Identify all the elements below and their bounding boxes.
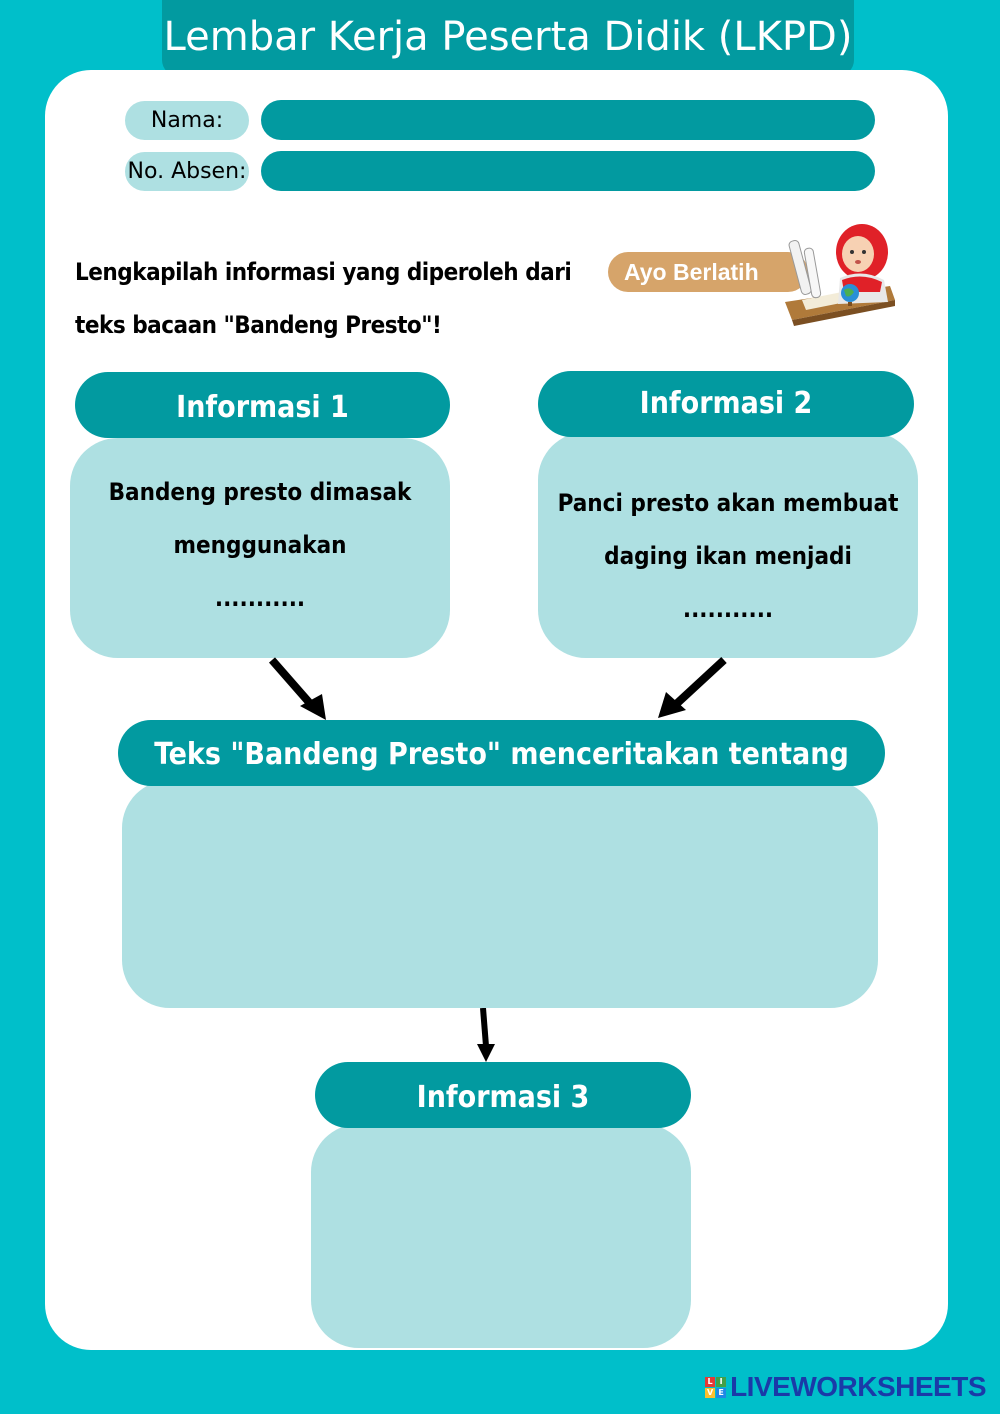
instruction-text [75,246,615,352]
info1-header: Informasi 1 [75,372,450,438]
name-input[interactable] [261,100,875,140]
instruction-line-2: teks bacaan "Bandeng Presto"! [75,311,442,339]
info1-line-1: Bandeng presto dimasak [108,478,412,506]
info2-line-1: Panci presto akan membuat [557,489,899,517]
info3-answer-box[interactable] [311,1124,691,1348]
liveworksheets-brand [705,1372,986,1402]
practice-badge [608,220,908,340]
student-writing-illustration [780,220,910,335]
summary-answer-box[interactable] [122,780,878,1008]
info3-header: Informasi 3 [315,1062,691,1128]
liveworksheets-logo-icon: L I V E [705,1377,726,1398]
absen-input[interactable] [261,151,875,191]
name-label: Nama: [125,101,249,140]
info2-header: Informasi 2 [538,371,914,437]
info1-box [70,438,450,658]
summary-header: Teks "Bandeng Presto" menceritakan tentang [118,720,885,786]
absen-label: No. Absen: [125,152,249,191]
info1-line-2: menggunakan [173,531,347,559]
info1-blank[interactable]: ........... [214,584,306,612]
practice-badge-label: Ayo Berlatih [608,252,808,292]
info2-line-2: daging ikan menjadi [604,542,852,570]
instruction-line-1: Lengkapilah informasi yang diperoleh dari [75,258,572,286]
brand-text: LIVEWORKSHEETS [730,1371,986,1402]
info2-blank[interactable]: ........... [682,595,774,623]
info2-box [538,432,918,658]
page-title: Lembar Kerja Peserta Didik (LKPD) [162,0,854,76]
